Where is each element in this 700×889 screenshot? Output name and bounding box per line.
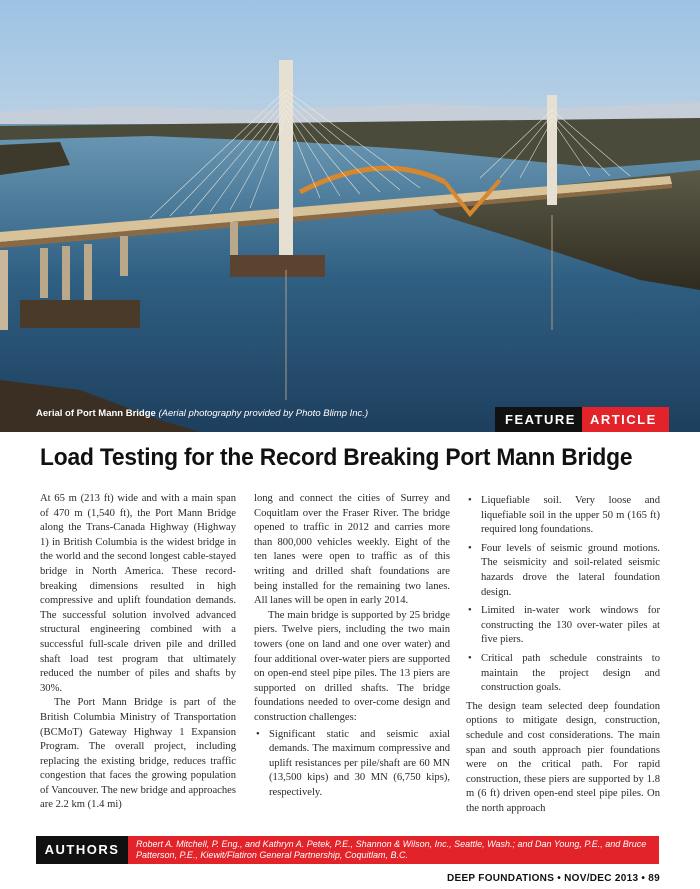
authors-label: AUTHORS: [36, 836, 128, 864]
caption-title: Aerial of Port Mann Bridge: [36, 408, 156, 419]
photo-caption: [36, 408, 368, 419]
caption-credit: (Aerial photography provided by Photo Blimp Inc.): [158, 408, 369, 419]
column-1: [40, 492, 236, 813]
badge-article: ARTICLE: [582, 407, 669, 432]
challenges-list-continued: [466, 494, 660, 696]
badge-feature: FEATURE: [495, 407, 582, 432]
list-item: • Significant static and seismic axial demands. The maximum compressive and uplift resistances per pile/shaft are 60 MN (13,500 kips) and 30 MN (6,750 kips), respectively.: [254, 728, 450, 801]
paragraph: The design team selected deep foundation options to mitigate design, construction, schedule and cost considerations. The main span and south approach pier foundations were on the critical path. For rapid construction, these piers are supported by 1.8 m (6 ft) driven open-end steel pipe piles. On the north approach: [466, 700, 660, 814]
list-item: • Critical path schedule constraints to maintain the project design and construction goals.: [466, 652, 660, 696]
page-footer: DEEP FOUNDATIONS • NOV/DEC 2013 • 89: [446, 873, 660, 884]
authors-text: Robert A. Mitchell, P. Eng., and Kathryn A. Petek, P.E., Shannon & Wilson, Inc., Seattle, Wash.; and Dan Young, P.E., and Bruce Patterson, P.E., Kiewit/Flatiron General Partnership, Coquitlam, B.C.: [136, 839, 647, 860]
challenges-list: [254, 728, 450, 801]
article-title: Load Testing for the Record Breaking Port Mann Bridge: [40, 444, 633, 471]
list-item: • Four levels of seismic ground motions. The seismicity and soil-related seismic hazards drove the lateral foundation design.: [466, 542, 660, 600]
list-item: • Liquefiable soil. Very loose and liquefiable soil in the upper 50 m (165 ft) required long foundations.: [466, 494, 660, 538]
list-item: • Limited in-water work windows for constructing the 130 over-water piles at five piers.: [466, 604, 660, 648]
paragraph: long and connect the cities of Surrey and Coquitlam over the Fraser River. The bridge opened to traffic in 2012 and carries more than 800,000 vehicles weekly. Eight of the ten lanes were open to traffic as of this writing and drilled shaft foundations are being installed for the remaining two lanes. All lanes will be open in early 2014.: [254, 493, 450, 607]
paragraph: At 65 m (213 ft) wide and with a main span of 470 m (1,540 ft), the Port Mann Bridge along the Trans-Canada Highway (Highway 1) in British Columbia is the widest bridge in the world and the second longest cable-stayed bridge in North America. These record-breaking dimensions resulted in high compressive and uplift foundation demands. The successful solution involved advanced structural engineering combined with a successful full-scale driven pile and drilled shaft load test program that ultimately reduced the number of piles and shafts by 30%.: [40, 493, 236, 694]
authors-bar: [36, 836, 659, 864]
bridge-aerial-image: [0, 0, 700, 432]
paragraph: The main bridge is supported by 25 bridge piers. Twelve piers, including the two main towers (one on land and one over water) and four additional over-water piers are supported on open-end steel pipe piles. The 13 piers are supported on drilled shafts. The bridge foundations needed to over-come design and construction challenges:: [254, 609, 450, 723]
feature-article-badge: [495, 407, 669, 432]
column-3: [466, 492, 660, 816]
hero-photo: [0, 0, 700, 432]
column-2: [254, 492, 450, 804]
paragraph: The Port Mann Bridge is part of the British Columbia Ministry of Transportation (BCMoT) Gateway Highway 1 Expansion Program. The overall project, including replacing the existing bridge, reduces traffic congestion that faces the growing population of Vancouver. The new bridge and approaches are 2.2 km (1.4 mi): [40, 697, 236, 811]
